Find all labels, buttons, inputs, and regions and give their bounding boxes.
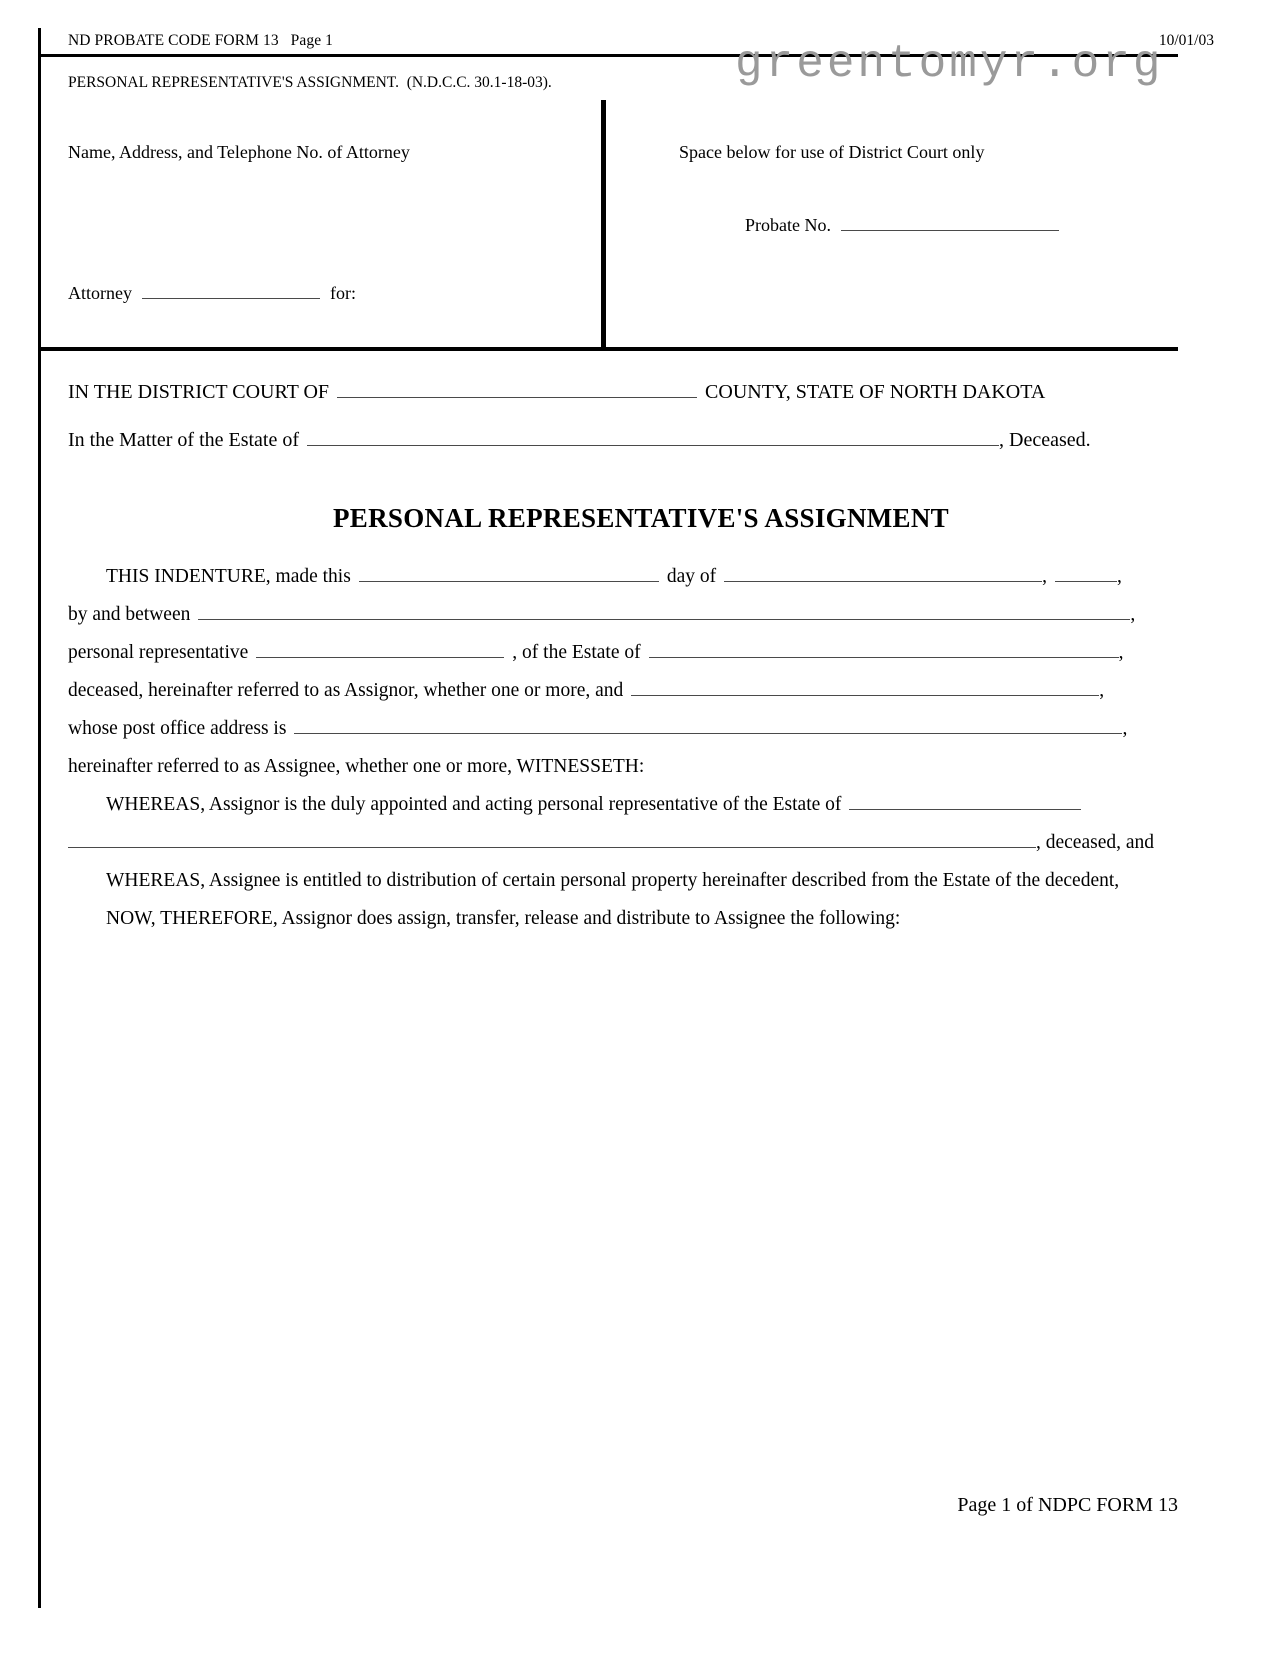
- whereas-assignor-line: [68, 786, 1178, 824]
- statute-citation: PERSONAL REPRESENTATIVE'S ASSIGNMENT. (N.D.C.C. 30.1-18-03).: [68, 74, 552, 91]
- attorney-label: Attorney: [68, 283, 132, 303]
- personal-representative-line: [68, 634, 1178, 672]
- now-therefore-text: NOW, THEREFORE, Assignor does assign, transfer, release and distribute to Assignee the following:: [106, 908, 901, 929]
- assignee-witnesseth-line: [68, 748, 1178, 786]
- whereas-assignee-paragraph: [68, 862, 1178, 900]
- district-court-line: [68, 377, 1045, 404]
- page-footer: Page 1 of NDPC FORM 13: [957, 1494, 1178, 1516]
- assignor-tail: ,: [1099, 680, 1105, 701]
- caption-bottom-rule: [38, 347, 1178, 351]
- indenture-day-blank[interactable]: [359, 562, 659, 583]
- now-therefore-paragraph: [68, 900, 1178, 938]
- assignor-line: [68, 672, 1178, 710]
- personal-rep-tail: ,: [1118, 642, 1124, 663]
- by-and-between-label: by and between: [68, 604, 191, 625]
- personal-rep-name-blank[interactable]: [256, 638, 504, 659]
- personal-rep-label: personal representative: [68, 642, 249, 663]
- personal-rep-estate-blank[interactable]: [649, 638, 1119, 659]
- post-office-label: whose post office address is: [68, 718, 287, 739]
- personal-rep-mid: , of the Estate of: [512, 642, 641, 663]
- indenture-prefix: THIS INDENTURE, made this: [106, 566, 351, 587]
- estate-matter-prefix: In the Matter of the Estate of: [68, 429, 300, 451]
- probate-no-label: Probate No.: [745, 215, 831, 235]
- attorney-field-row: [68, 280, 356, 304]
- whereas-assignor-continuation: [68, 824, 1178, 862]
- estate-matter-suffix: , Deceased.: [999, 429, 1091, 451]
- whereas-assignor-tail: , deceased, and: [1036, 832, 1155, 853]
- whereas-assignor-continuation-blank[interactable]: [68, 828, 1036, 849]
- assignor-label: deceased, hereinafter referred to as Assignor, whether one or more, and: [68, 680, 624, 701]
- post-office-line: [68, 710, 1178, 748]
- attorney-name-blank[interactable]: [142, 280, 320, 299]
- assignee-name-blank[interactable]: [631, 676, 1099, 697]
- page-title: PERSONAL REPRESENTATIVE'S ASSIGNMENT: [333, 503, 949, 533]
- indenture-tail: ,: [1116, 566, 1122, 587]
- caption-vertical-divider: [601, 100, 606, 348]
- court-use-label: Space below for use of District Court only: [679, 142, 985, 162]
- indenture-year-blank[interactable]: [1055, 562, 1117, 583]
- district-court-prefix: IN THE DISTRICT COURT OF: [68, 381, 330, 403]
- whereas-assignor-label: WHEREAS, Assignor is the duly appointed and acting personal representative of the Estate of: [106, 794, 842, 815]
- revision-date: 10/01/03: [1158, 32, 1214, 49]
- post-office-blank[interactable]: [294, 714, 1122, 735]
- indenture-comma: ,: [1042, 566, 1047, 587]
- document-body: [68, 558, 1178, 938]
- form-id-header: ND PROBATE CODE FORM 13 Page 1: [68, 32, 333, 49]
- district-court-suffix: COUNTY, STATE OF NORTH DAKOTA: [705, 381, 1046, 403]
- probate-no-row: [745, 212, 1059, 236]
- whereas-assignor-estate-blank[interactable]: [849, 790, 1081, 811]
- indenture-dayof: day of: [666, 566, 717, 587]
- post-office-tail: ,: [1122, 718, 1128, 739]
- attorney-for-label: for:: [329, 283, 356, 303]
- decedent-name-blank[interactable]: [307, 425, 999, 446]
- indenture-line: [68, 558, 1178, 596]
- watermark-text: greentomyr.org: [735, 38, 1164, 90]
- indenture-month-blank[interactable]: [724, 562, 1042, 583]
- whereas-assignee-text: WHEREAS, Assignee is entitled to distribution of certain personal property hereinafter described from the Estate of the decedent,: [106, 870, 1120, 891]
- attorney-block-label: Name, Address, and Telephone No. of Attorney: [68, 142, 410, 162]
- estate-matter-line: [68, 425, 1091, 452]
- by-and-between-blank[interactable]: [198, 600, 1130, 621]
- by-and-between-tail: ,: [1130, 604, 1136, 625]
- assignee-witnesseth-label: hereinafter referred to as Assignee, whether one or more, WITNESSETH:: [68, 756, 645, 777]
- probate-no-blank[interactable]: [841, 212, 1059, 231]
- page-left-border: [38, 28, 41, 1608]
- county-blank[interactable]: [337, 377, 697, 398]
- by-and-between-line: [68, 596, 1178, 634]
